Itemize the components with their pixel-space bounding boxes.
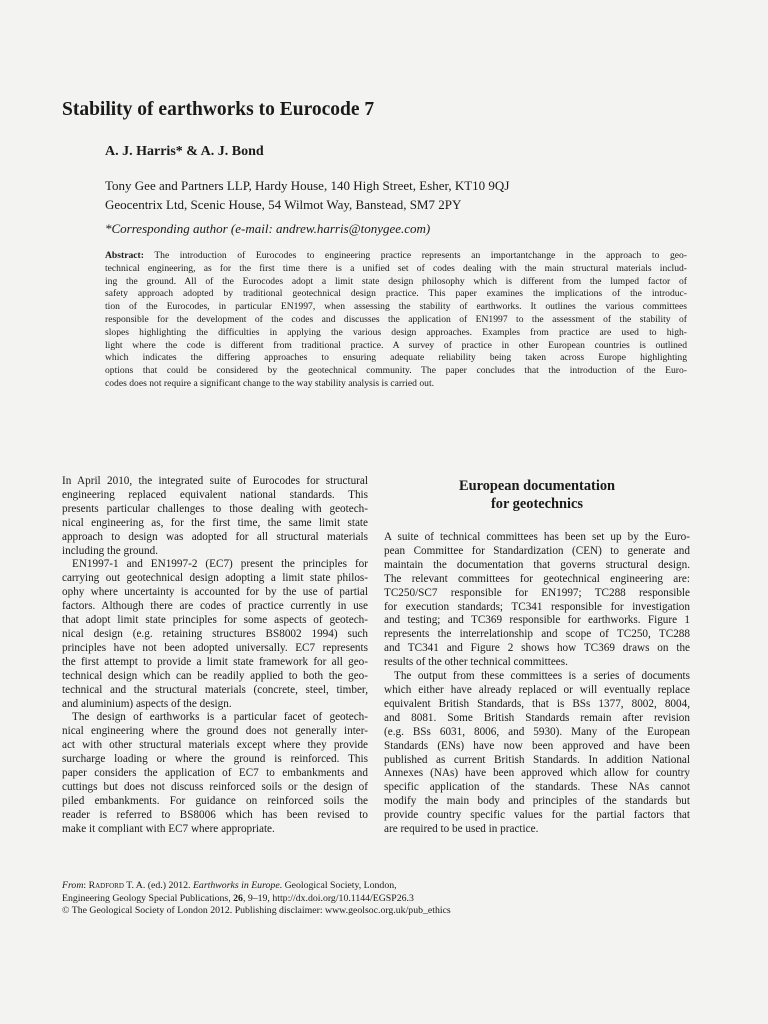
abstract-label: Abstract: — [105, 250, 144, 261]
corresponding-author: *Corresponding author (e-mail: andrew.harris@tonygee.com) — [105, 221, 431, 236]
body-text-line: technical design which can be readily applied to both the geo- — [62, 669, 368, 682]
abstract-line-text: The introduction of Eurocodes to engineering practice represents an importantchange in the approach to geo- — [154, 250, 687, 261]
body-text-line: and 8081. Some British Standards remain after revision — [384, 711, 690, 724]
body-text-line: principles have not been adopted universally. EC7 represents — [62, 641, 368, 654]
footer-line: From: Radford T. A. (ed.) 2012. Earthworks in Europe. Geological Society, London, — [62, 880, 397, 891]
abstract-line: options that could be considered by the geotechnical community. The paper concludes that the introduction of the Euro- — [105, 365, 687, 377]
footer-line — [62, 893, 702, 906]
body-text-line: Annexes (NAs) have been approved which allow for country — [384, 767, 690, 780]
body-text-line: A suite of technical committees has been set up by the Euro- — [384, 531, 690, 543]
abstract-line: safety approach adopted by traditional geotechnical design practice. This paper examines the implications of the introduc- — [105, 288, 687, 300]
body-text-line: modify the main body and principles of the standards but — [384, 795, 690, 808]
body-text-line: In April 2010, the integrated suite of Eurocodes for structural — [62, 475, 368, 487]
affiliation-1: Tony Gee and Partners LLP, Hardy House, 140 High Street, Esher, KT10 9QJ — [105, 178, 510, 193]
footer-pages-doi: , 9–19, http://dx.doi.org/10.1144/EGSP26.3 — [242, 892, 414, 904]
body-text-line: reader is referred to BS8006 which has been revised to — [62, 808, 368, 821]
abstract-line: codes does not require a significant change to the way stability analysis is carried out. — [105, 377, 435, 389]
body-text-line: specific application of the standards. These NAs cannot — [384, 781, 690, 794]
body-text-line: provide country specific values for the partial factors that — [384, 809, 690, 822]
body-text-line: nical engineering as, for the first time, the same limit state — [62, 516, 368, 529]
body-text-line: the first attempt to provide a limit state framework for all geo- — [62, 655, 368, 668]
footer-series: Engineering Geology Special Publications, — [62, 892, 234, 904]
left-column-body — [62, 475, 368, 837]
body-text-line: act with other structural materials except where they provide — [62, 739, 368, 752]
body-text-line: including the ground. — [62, 544, 159, 557]
author-list: A. J. Harris* & A. J. Bond — [105, 144, 264, 159]
body-text-line: The output from these committees is a series of documents — [394, 670, 690, 683]
body-text-line: represents the interrelationship and scope of TC250, TC288 — [384, 628, 690, 641]
abstract-line: ing the ground. All of the Eurocodes adopt a limit state design philosophy which is different from the lumped factor of — [105, 275, 687, 287]
footer-editor-name: Radford — [88, 880, 124, 891]
body-text-line: paper considers the application of EC7 to embankments and — [62, 767, 368, 780]
body-text-line: piled embankments. For guidance on reinforced soils the — [62, 794, 368, 807]
body-text-line: The design of earthworks is a particular facet of geotech- — [72, 711, 368, 724]
right-column-body — [384, 531, 690, 837]
body-text-line: nical design (e.g. retaining structures BS8002 1994) such — [62, 627, 368, 640]
abstract — [105, 250, 687, 391]
footer-copyright: © The Geological Society of London 2012. Publishing disclaimer: www.geolsoc.org.uk/pub_ethics — [62, 905, 451, 917]
abstract-line: technical engineering, as for the first time there is a unified set of codes dealing with the main structural materials includ- — [105, 262, 687, 274]
footer-volume: 26 — [233, 892, 243, 904]
body-text-line: TC250/SC7 responsible for EN1997; TC288 responsible — [384, 586, 690, 599]
affiliation-2: Geocentrix Ltd, Scenic House, 54 Wilmot Way, Banstead, SM7 2PY — [105, 197, 462, 212]
body-text-line: are required to be used in practice. — [384, 823, 539, 836]
abstract-line: tion of the Eurocodes, in particular EN1997, when assessing the stability of earthworks. It outlines the various committees — [105, 301, 687, 313]
abstract-line: which indicates the differing approaches to ensuring adequate reliability being taken across Europe highlighting — [105, 352, 687, 364]
footer-from-label: From — [62, 880, 84, 891]
body-text-line: nical engineering where the ground does not generally inter- — [62, 725, 368, 738]
body-text-line: and aluminium) aspects of the design. — [62, 697, 232, 710]
body-text-line: EN1997-1 and EN1997-2 (EC7) present the principles for — [72, 558, 368, 571]
section-heading-line: European documentation — [458, 478, 616, 494]
body-text-line: approach to design was adopted for all structural materials — [62, 530, 368, 543]
body-text-line: (e.g. BSs 6031, 8006, and 5930). Many of the European — [384, 725, 690, 738]
body-text-line: for execution standards; TC341 responsible for investigation — [384, 600, 690, 613]
body-text-line: The relevant committees for geotechnical engineering are: — [384, 572, 690, 585]
body-text-line: engineering replaced equivalent national standards. This — [62, 488, 368, 501]
body-text-line: equivalent British Standards, that is BSs 1377, 8002, 8004, — [384, 697, 690, 710]
citation-footer — [62, 880, 702, 918]
body-text-line: carrying out geotechnical design adopting a limit state philos- — [62, 572, 368, 585]
body-text-line: which either have already replaced or will eventually replace — [384, 683, 690, 696]
body-text-line: published as current British Standards. In addition National — [384, 753, 690, 766]
abstract-line — [105, 250, 687, 263]
body-text-line: technical and the structural materials (concrete, steel, timber, — [62, 683, 368, 696]
abstract-line: responsible for the development of the codes and discusses the application of EN1997 to the assessment of the stability of — [105, 313, 687, 325]
body-text-line: cuttings but does not discuss reinforced soils or the design of — [62, 780, 368, 793]
section-heading — [384, 477, 690, 513]
body-text-line: and TC341 and Figure 2 shows how TC369 draws on the — [384, 642, 690, 655]
body-text-line: presents particular challenges to those dealing with geotech- — [62, 502, 368, 515]
footer-book-title: Earthworks in Europe — [192, 880, 280, 891]
body-text-line: results of the other technical committees. — [384, 656, 568, 669]
body-text-line: Standards (ENs) have now been approved and have been — [384, 739, 690, 752]
body-text-line: surcharge loading or where the ground is reinforced. This — [62, 753, 368, 766]
body-text-line: pean Committee for Standardization (CEN) to generate and — [384, 544, 690, 557]
body-text-line: ophy where uncertainty is accounted for by the use of partial — [62, 586, 368, 599]
body-text-line: maintain the documentation that governs structural design. — [384, 558, 690, 571]
abstract-line: light where the code is different from traditional practice. A survey of practice in other European countries is outlined — [105, 339, 687, 351]
body-text-line: make it compliant with EC7 where appropriate. — [62, 822, 275, 835]
footer-editor-rest: T. A. (ed.) 2012. — [123, 880, 193, 891]
paper-title: Stability of earthworks to Eurocode 7 — [62, 99, 375, 120]
body-text-line: that adopt limit state principles for some aspects of geotech- — [62, 614, 368, 627]
body-text-line: factors. Although there are codes of practice currently in use — [62, 600, 368, 613]
body-text-line: and testing; and TC369 responsible for earthworks. Figure 1 — [384, 614, 690, 627]
footer-publisher: . Geological Society, London, — [279, 880, 397, 891]
abstract-line: slopes highlighting the difficulties in applying the various design approaches. Examples from practice are used to high- — [105, 326, 687, 338]
section-heading-line: for geotechnics — [490, 496, 584, 512]
